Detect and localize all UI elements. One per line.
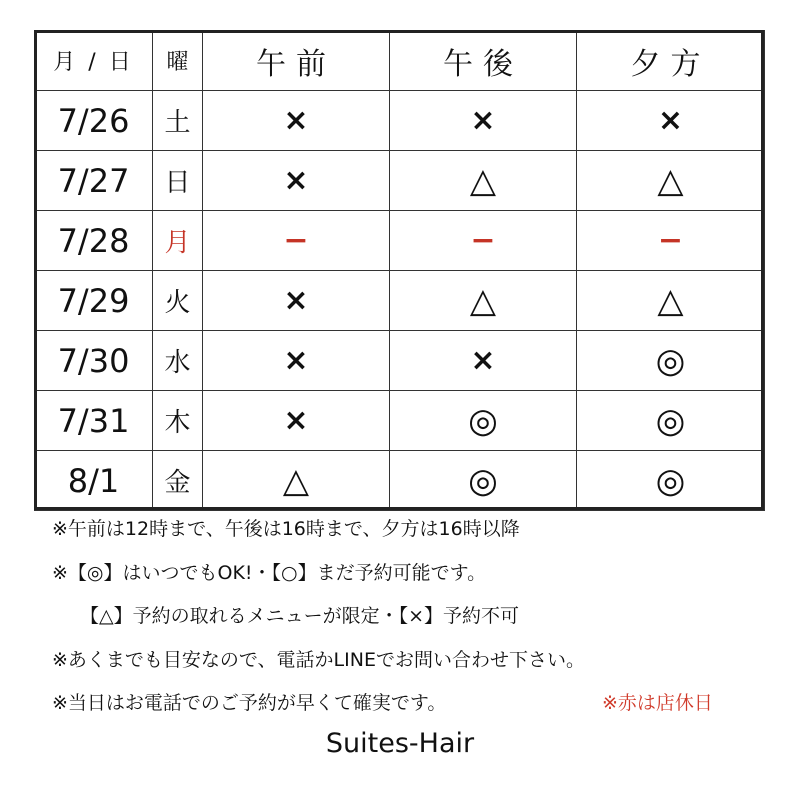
weekday-cell: 土	[153, 91, 203, 151]
unavailable-mark: ×	[470, 102, 496, 138]
date-cell: 8/1	[35, 451, 153, 511]
date-cell: 7/29	[35, 271, 153, 331]
date-cell: 7/31	[35, 391, 153, 451]
unavailable-mark: ×	[470, 342, 496, 378]
unavailable-mark: ×	[283, 162, 309, 198]
weekday-cell: 日	[153, 151, 203, 211]
note-closed-day: ※赤は店休日	[602, 692, 713, 714]
limited-mark: △	[469, 160, 497, 201]
note-legend-1: ※【◎】はいつでもOK!・【○】まだ予約可能です。	[52, 562, 487, 584]
limited-mark: △	[657, 280, 684, 321]
header-am: 午前	[203, 31, 390, 91]
note-legend-2: 【△】予約の取れるメニューが限定・【×】予約不可	[80, 605, 520, 627]
available-mark: ◎	[655, 400, 686, 441]
available-mark: ◎	[468, 400, 498, 441]
unavailable-mark: ×	[657, 102, 684, 138]
note-contact: ※あくまでも目安なので、電話かLINEでお問い合わせ下さい。	[52, 649, 585, 671]
limited-mark: △	[657, 160, 684, 201]
available-mark: ◎	[655, 340, 686, 381]
available-mark: ◎	[655, 460, 686, 501]
weekday-cell: 木	[153, 391, 203, 451]
limited-mark: △	[469, 280, 497, 321]
header-date: 月 / 日	[35, 31, 153, 91]
note-hours: ※午前は12時まで、午後は16時まで、夕方は16時以降	[52, 518, 520, 540]
date-cell: 7/28	[35, 211, 153, 271]
date-cell: 7/30	[35, 331, 153, 391]
weekday-cell: 火	[153, 271, 203, 331]
brand-name: Suites-Hair	[325, 728, 475, 759]
closed-mark: −	[283, 222, 309, 258]
unavailable-mark: ×	[283, 402, 309, 438]
header-evening: 夕方	[577, 31, 765, 91]
limited-mark: △	[282, 460, 310, 501]
closed-mark: −	[657, 222, 684, 258]
weekday-cell: 水	[153, 331, 203, 391]
header-pm: 午後	[390, 31, 577, 91]
date-cell: 7/27	[35, 151, 153, 211]
header-dow: 曜	[153, 31, 203, 91]
unavailable-mark: ×	[283, 342, 309, 378]
weekday-cell: 月	[153, 211, 203, 271]
date-cell: 7/26	[35, 91, 153, 151]
table-frame	[34, 30, 764, 510]
unavailable-mark: ×	[283, 102, 309, 138]
note-same-day: ※当日はお電話でのご予約が早くて確実です。	[52, 692, 447, 714]
closed-mark: −	[470, 222, 496, 258]
unavailable-mark: ×	[283, 282, 309, 318]
available-mark: ◎	[468, 460, 498, 501]
weekday-cell: 金	[153, 451, 203, 511]
